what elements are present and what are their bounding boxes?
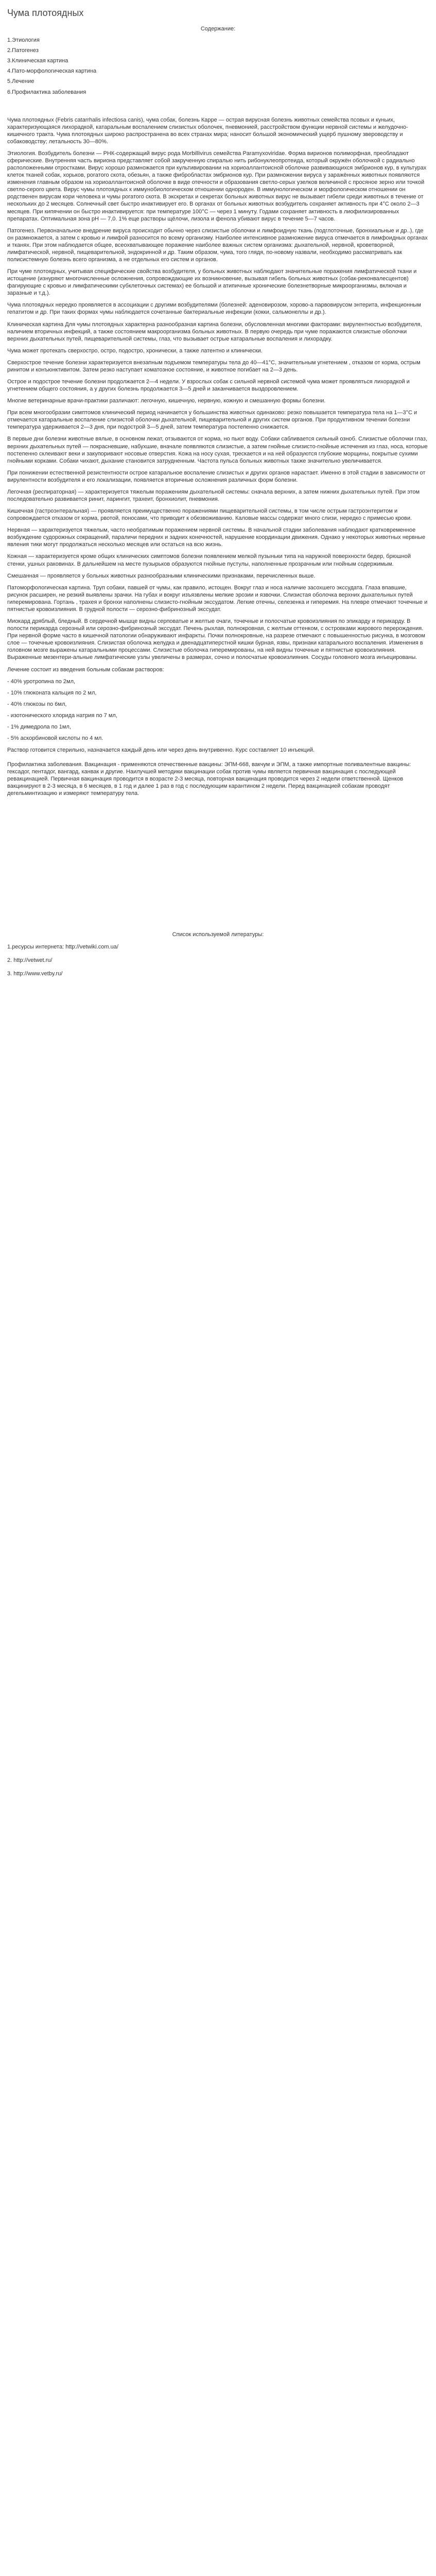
acute-paragraph: Острое и подострое течение болезни продолжается 2—4 недели. У взрослых собак с сильной нервной системой чума может проявляться лихорадкой и угнетением общего состояния, а у других болезнь продолжается 3—5 дней и заканчивается выздоровлением. (7, 379, 410, 393)
pathomorphology-paragraph: Патоморфологическая картина. Труп собаки, павшей от чумы, как правило, истощен. Вокруг глаз и носа наличие засохшего экссудата. Глаза впавшие, рисунок расширен, не резкий выявлены зрачки. На губах и вокруг изъязвлены мелкие эрозии и язвочки. Слизистая оболочка верхних дыхательных путей гиперемирована. Гортань , трахея и бронхи наполнены слизисто-гнойным экссудатом. Легкие отечны, селезенка и гиперемия. На плевре отмечают точечные и пятнистые кровоизлияния. В грудной полости — серозно-фибринозный экссудат. (7, 584, 428, 613)
clinical-paragraph: Клиническая картина Для чумы плотоядных характерна разнообразная картина болезни, обусловленная многими факторами: вирулентностью возбудителя, наличием вторичных инфекций, а также состоянием макроорганизма больных животных. В первую очередь при чуме поражаются слизистые оболочки верхних дыхательных путей, пищеварительной системы, глаз, что вызывает острые катаральные воспаления и лихорадку. (7, 321, 422, 342)
pulmonary-form-paragraph: Легочная (респираторная) — характеризуется тяжелым поражениям дыхательной системы: сначала верхних, а затем нижних дыхательных путей. При этом последовательно развивается ринит, ларингит, трахеит, бронхиолит, пневмония. (7, 488, 420, 503)
list-item: - 10% глюконата кальция по 2 мл, (7, 689, 97, 696)
toc-item (7, 67, 429, 75)
toc-item (7, 89, 429, 96)
intestinal-form-paragraph: Кишечная (гастроэнтеральная) — проявляется преимущественно поражениями пищеварительной системы, в том числе острым гастроэнтеритом и сопровождается отказом от корма, рвотой, поносами, что приводит к обезвоживанию. Каловые массы содержат много слизи, нередко с примесью крови. (7, 508, 412, 522)
toc-list (7, 37, 429, 95)
list-item: - 1% димедрола по 1мл, (7, 723, 71, 730)
list-item: - 40% глюкозы по 6мл, (7, 701, 67, 707)
intro-paragraph: Чума плотоядных (Febris catarrhalis infectiosa canis), чума собак, болезнь Карре — острая вирусная болезнь животных семейства псовых и куньих, характеризующаяся лихорадкой, катаральным воспалением слизистых оболочек, пневмонией, расстройством функции нервной системы и желудочно-кишечного тракта. Чума плотоядных широко распространена во всех странах мира; наносит большой экономический ущерб пушному звероводству и собаководству; летальность 30—80%. (7, 116, 408, 145)
pathogenesis-paragraph: Патогенез. Первоначальное внедрение вируса происходит обычно через слизистые оболочки и лимфоидную ткань (подглоточные, бронхиальные и др..), где он размножается, а затем с кровью и лимфой разносится по всему организму. Наиболее интенсивное размножение вируса отмечается в лимфоидных органах и тканях. При этом наблюдается общее, всеохватывающее поражение наиболее важных систем организма: дыхательной, нервной, кроветворной, лимфатической, нервной, пищеварительной, эндокринной и др. Таким образом, чума, того глядя, по-новому назвали, необходимо рассматривать как полисистемную болезнь всего организма, а не отдельных его систем и органов. (7, 227, 428, 263)
blank-space (7, 802, 429, 931)
skin-form-paragraph: Кожная — характеризуется кроме общих клинических симптомов болезни появлением мелкой пузыньки типа на наружной поверхности бедер, брюшной стенки, ушных раковинах. В дальнейшем на месте пузырьков образуются гнойные пустулы, наполненные прозрачным или гнойным содержимым. (7, 553, 411, 567)
reference-item (7, 943, 429, 951)
etiology-paragraph: Этиология. Возбудитель болезни — РНК-содержащий вирус рода Morbillivirus семейства Paramyxoviridae. Форма вирионов полиморфная, преобладают сферические. Внутренняя часть вириона представляет собой закрученную спиралью нить рибонуклеопротеида, который окружён оболочкой с радиально расположенными отростками. Вирус хорошо размножается при культивировании на хориоаллантоисной оболочке развивающихся эмбрионов кур, в культурах клеток тканей собак, хорьков, рогатого скота, обезьян, а также фибробластах эмбрионов кур. При размножении вируса у заражённых животных появляются изменения главным образом на хориоаллантоисной оболочке в виде отечности и образования светло-серых узелков величиной с просяное зерно или точкой светло-серого цвета. Вирус чумы плотоядных к иммунобиологическом отношении однороден. В иммунологическом и морфологическом отношении он родственен вирусам кори человека и чумы рогатого скота. В экскретах и секретах больных животных вирус не вызывает гибели среди животных в течение от нескольких до 2 месяцев. Солнечный свет быстро инактивирует его. В органах от больных животных возбудитель сохраняет активность при 4°С около 2—3 месяцев. При кипячении он быстро инактивируется: при температуре 100°С — через 1 минуту. Годами сохраняет активность в лиофилизированных препаратах. Оптимальная зона рН — 7,0. 1% еще растворы щёлочи, лизола и фенола убивают вирус в течение 5—7 часов. (7, 150, 427, 222)
reference-item (7, 970, 429, 977)
reference-link[interactable]: 1.ресурсы интернета: http://vetwiki.com.ua/ (7, 943, 118, 950)
toc-link-etiology[interactable]: 1.Этиология (7, 37, 40, 44)
treatment-intro: Лечение состоит из введения больным собакам растворов: (7, 666, 164, 673)
page-title: Чума плотоядных (7, 8, 84, 18)
toc-link-clinical[interactable]: 3.Клиническая картина (7, 58, 68, 64)
list-item: - 5% аскорбиновой кислоты по 4 мл. (7, 735, 103, 741)
toc-item (7, 47, 429, 54)
resistance-paragraph: При понижении естественной резистентности острое катаральное воспаление слизистых и других органов нарастает. Именно в этой стадии в зависимости от вирулентности возбудителя и его локализации, появляется вторичные осложнения различных форм болезни. (7, 469, 426, 483)
toc-link-treatment[interactable]: 5.Лечение (7, 78, 34, 85)
nervous-form-paragraph: Нервная — характеризуется тяжелым, часто необратимым поражением нервной системы. В начальной стадии заболевания наблюдают кратковременное возбуждение судорожных сокращений, параличи передних и задних конечностей, нарушение координации движения. Однако у некоторых животных нервные явления тики могут продолжаться несколько месяцев или остаться на всю жизнь. (7, 527, 426, 548)
mixed-form-paragraph: Смешанная — проявляется у больных животных разнообразными клиническими признаками, перечисленных выше. (7, 572, 316, 579)
list-item: - 40% уротропина по 2мл, (7, 678, 76, 685)
superacute-paragraph: Сверхострое течение болезни характеризуется внезапным подъемом температуры тела до 40—41°С, значительным угнетением , отказом от корма, острым ринитом и конъюнктивитом. Затем резко наступает коматозное состояние, и животное погибает на 2—3 день. (7, 359, 421, 373)
reference-link[interactable]: 3. http://www.vetby.ru/ (7, 970, 63, 977)
toc-link-pathomorphology[interactable]: 4.Пато-морфологическая картина (7, 68, 97, 75)
toc-item (7, 37, 429, 44)
pathogenesis-paragraph-2: При чуме плотоядных, учитывая специфические свойства возбудителя, у больных животных наблюдают значительные поражения лимфатической ткани и истощение (изнуряют многочисленные осложнения, сопровождающие их возникновение, вызывая гибель больных животных (собак-реконвалесцентов) фагирующие с кровью и лимфатическими субклеточных системах) ее большой и атипичные хронические болезнетворные микроорганизмы, включая и заразные и т.д.). (7, 268, 417, 297)
toc-item (7, 78, 429, 85)
reference-link[interactable]: 2. http://vetwet.ru/ (7, 957, 53, 963)
list-item: - изотонического хлорида натрия по 7 мл, (7, 712, 117, 719)
treatment-list (7, 678, 429, 742)
association-paragraph: Чума плотоядных нередко проявляется в ассоциации с другими возбудителями (болезней: аденовирозом, хорово-а парвовирусом энтерита, инфекционным гепатитом и др. При таких формах чумы наблюдается сочетанные бактериальные инфекции (кокки, сальмонеллы и др.). (7, 302, 421, 316)
references-heading: Список используемой литературы: (172, 931, 264, 938)
myocardium-paragraph: Миокард дряблый, бледный. В сердечной мышце видны серповатые и желтые очаги, точечные и полосчатые кровоизлияния по эпикарду и перикарду. В полости перикарда серозный или серозно-фибринозный экссудат. Печень рыхлая, полнокровная, с желтым оттенком, с островками жирового перерождения. При нервной форме часто в кишечной патологии обнаруживают инфаркты. Почки полнокровные, на разрезе отмечают с повышенностью рисунка, в мозговом слое — точечные кровоизлияния. Слизистая оболочка желудка и двенадцатиперстной кишки бурная, язвы, признаки катарального воспаления. Изменения в головном мозге выражены катаральными процессами. Слизистые оболочка гиперемированы, на ней видны точечные и пятнистые кровоизлияния. Выраженные мезентери-альные лимфатические узлы увеличены в размерах, сочно и полосчатые кровоизлияния. Сосуды головного мозга инъецированы. (7, 618, 425, 661)
toc-heading: Содержание: (200, 26, 236, 32)
treatment-note: Раствор готовится стерильно, назначается каждый день или через день внутривенно. Курс составляет 10 инъекций. (7, 747, 315, 754)
toc-link-prophylaxis[interactable]: 6.Профилактика заболевания (7, 89, 86, 95)
clinical-period-paragraph: При всем многообразии симптомов клинический период начинается у большинства животных одинаково: резко повышается температура тела на 1—3°С и отмечается катаральные воспаление слизистой оболочки дыхательной, пищеварительной и других систем органов. При продуктивном течении болезни температура удерживается 2—3 дня, при подострой 3—5 дней, затем температура постепенно снижается. (7, 410, 417, 431)
first-days-paragraph: В первые дни болезни животные вялые, в основном лежат, отзываются от корма, но пьют воду. Собаки сабливается сильный озноб. Слизистые оболочки глаз, верхних дыхательных путей — покрасневшие, набухшие, вначале появляются слизистые, а затем гнойные слизисто-гнойные истечения из глаз, носа, которые постепенно склеивают веки и закупоривают носовые отверстия. Кожа на носу сухая, трескается и на ней образуются глубокие морщины, покрытые сухими гнойными корками. Собаки чихают, дыхание становится затрудненным. Частота пульса больных животных также значительно увеличивается. (7, 436, 428, 464)
toc-link-pathogenesis[interactable]: 2.Патогенез (7, 47, 39, 54)
prophylaxis-paragraph: Профилактика заболевания. Вакцинация - применяются отечественные вакцины: ЭПМ-668, вакчум и ЭПМ, а также импортные поливалентные вакцины: гексадог, пентадог, вангард, канвак и другие. Наилучшей методики вакцинации собак против чумы является первичная вакцинация с последующей ревакцинацией. Первичная вакцинация проводится в возрасте 2-3 месяца, повторная вакцинация проводится через 2 недели ответственной. Щенков вакцинируют в 2-3 месяца, в 6 месяцев, в 1 год и далее 1 раз в год с последующим карантином 2 недели. Перед вакцинацией собакам проводят дегельминтизацию и измеряют температуру тела. (7, 761, 411, 797)
forms-paragraph: Многие ветеринарные врачи-практики различают: легочную, кишечную, нервную, кожную и смешанную формы болезни. (7, 398, 326, 404)
references-list (7, 943, 429, 977)
course-paragraph: Чума может протекать сверхостро, остро, подостро, хронически, а также латентно и клинически. (7, 347, 263, 354)
document-page (0, 0, 436, 994)
toc-item (7, 57, 429, 64)
reference-item (7, 957, 429, 964)
